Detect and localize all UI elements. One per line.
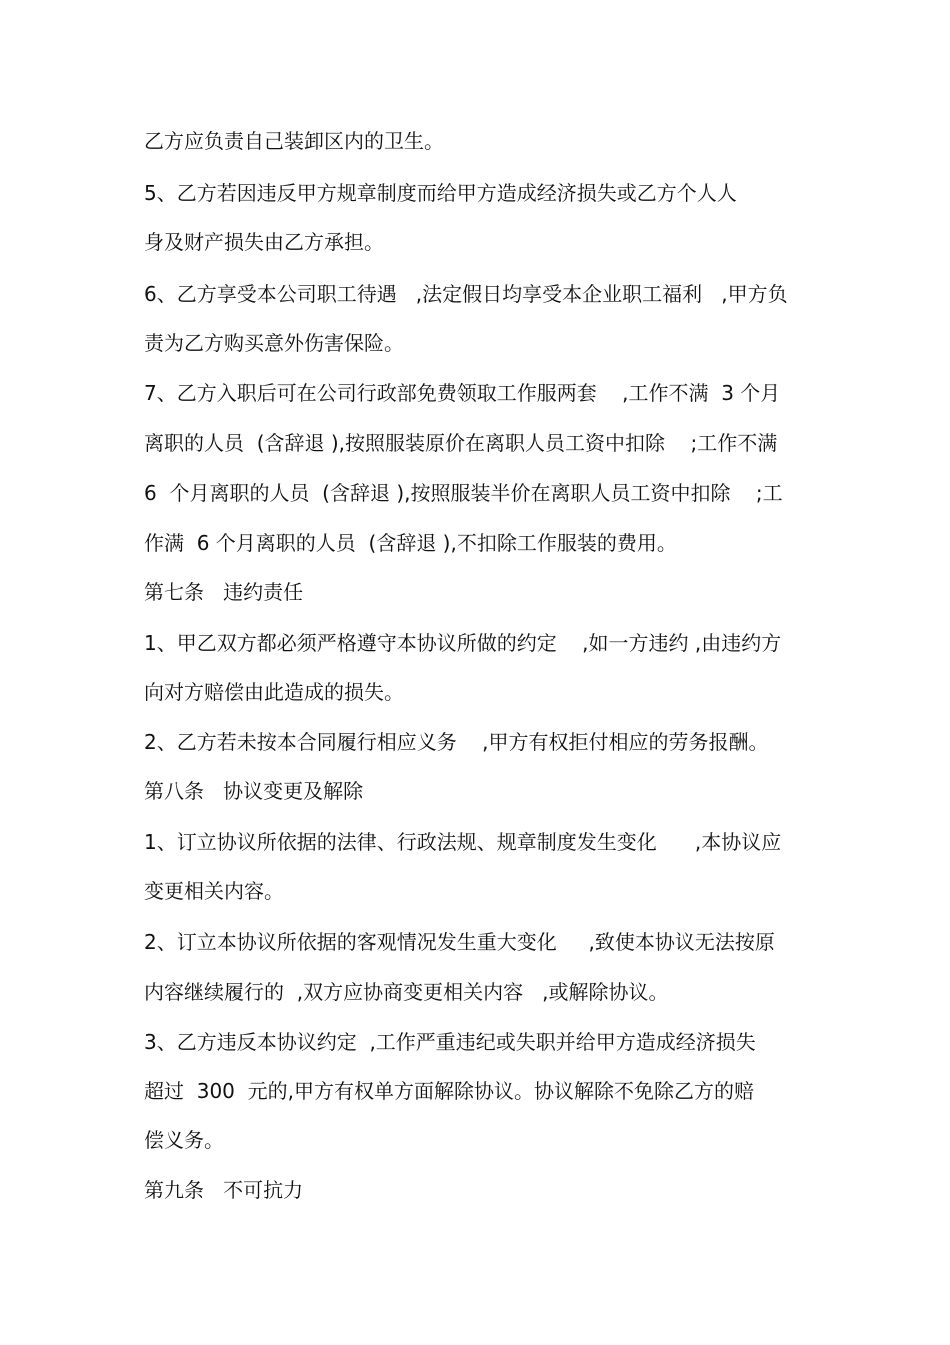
text-line: 5、乙方若因违反甲方规章制度而给甲方造成经济损失或乙方个人人 (144, 181, 737, 205)
text-line: 6、乙方享受本公司职工待遇 ,法定假日均享受本企业职工福利 ,甲方负 (144, 282, 788, 306)
text-line: 内容继续履行的 ,双方应协商变更相关内容 ,或解除协议。 (144, 980, 669, 1004)
text-line: 偿义务。 (144, 1128, 224, 1152)
section-heading: 第八条 协议变更及解除 (144, 779, 364, 803)
text-line: 责为乙方购买意外伤害保险。 (144, 331, 404, 355)
text-line: 6 个月离职的人员 (含辞退 ),按照服装半价在离职人员工资中扣除 ;工 (144, 481, 783, 505)
text-line: 2、乙方若未按本合同履行相应义务 ,甲方有权拒付相应的劳务报酬。 (144, 730, 769, 754)
text-line: 3、乙方违反本协议约定 ,工作严重违纪或失职并给甲方造成经济损失 (144, 1030, 756, 1054)
text-line: 变更相关内容。 (144, 879, 284, 903)
text-line: 身及财产损失由乙方承担。 (144, 230, 384, 254)
text-line: 作满 6 个月离职的人员 (含辞退 ),不扣除工作服装的费用。 (144, 531, 677, 555)
text-line: 1、订立协议所依据的法律、行政法规、规章制度发生变化 ,本协议应 (144, 830, 782, 854)
text-line: 离职的人员 (含辞退 ),按照服装原价在离职人员工资中扣除 ;工作不满 (144, 431, 778, 455)
text-line: 超过 300 元的,甲方有权单方面解除协议。协议解除不免除乙方的赔 (144, 1079, 754, 1103)
text-line: 1、甲乙双方都必须严格遵守本协议所做的约定 ,如一方违约 ,由违约方 (144, 631, 782, 655)
text-line: 乙方应负责自己装卸区内的卫生。 (144, 129, 444, 153)
text-line: 向对方赔偿由此造成的损失。 (144, 680, 404, 704)
section-heading: 第九条 不可抗力 (144, 1178, 304, 1202)
section-heading: 第七条 违约责任 (144, 580, 304, 604)
text-line: 2、订立本协议所依据的客观情况发生重大变化 ,致使本协议无法按原 (144, 930, 775, 954)
text-line: 7、乙方入职后可在公司行政部免费领取工作服两套 ,工作不满 3 个月 (144, 381, 781, 405)
